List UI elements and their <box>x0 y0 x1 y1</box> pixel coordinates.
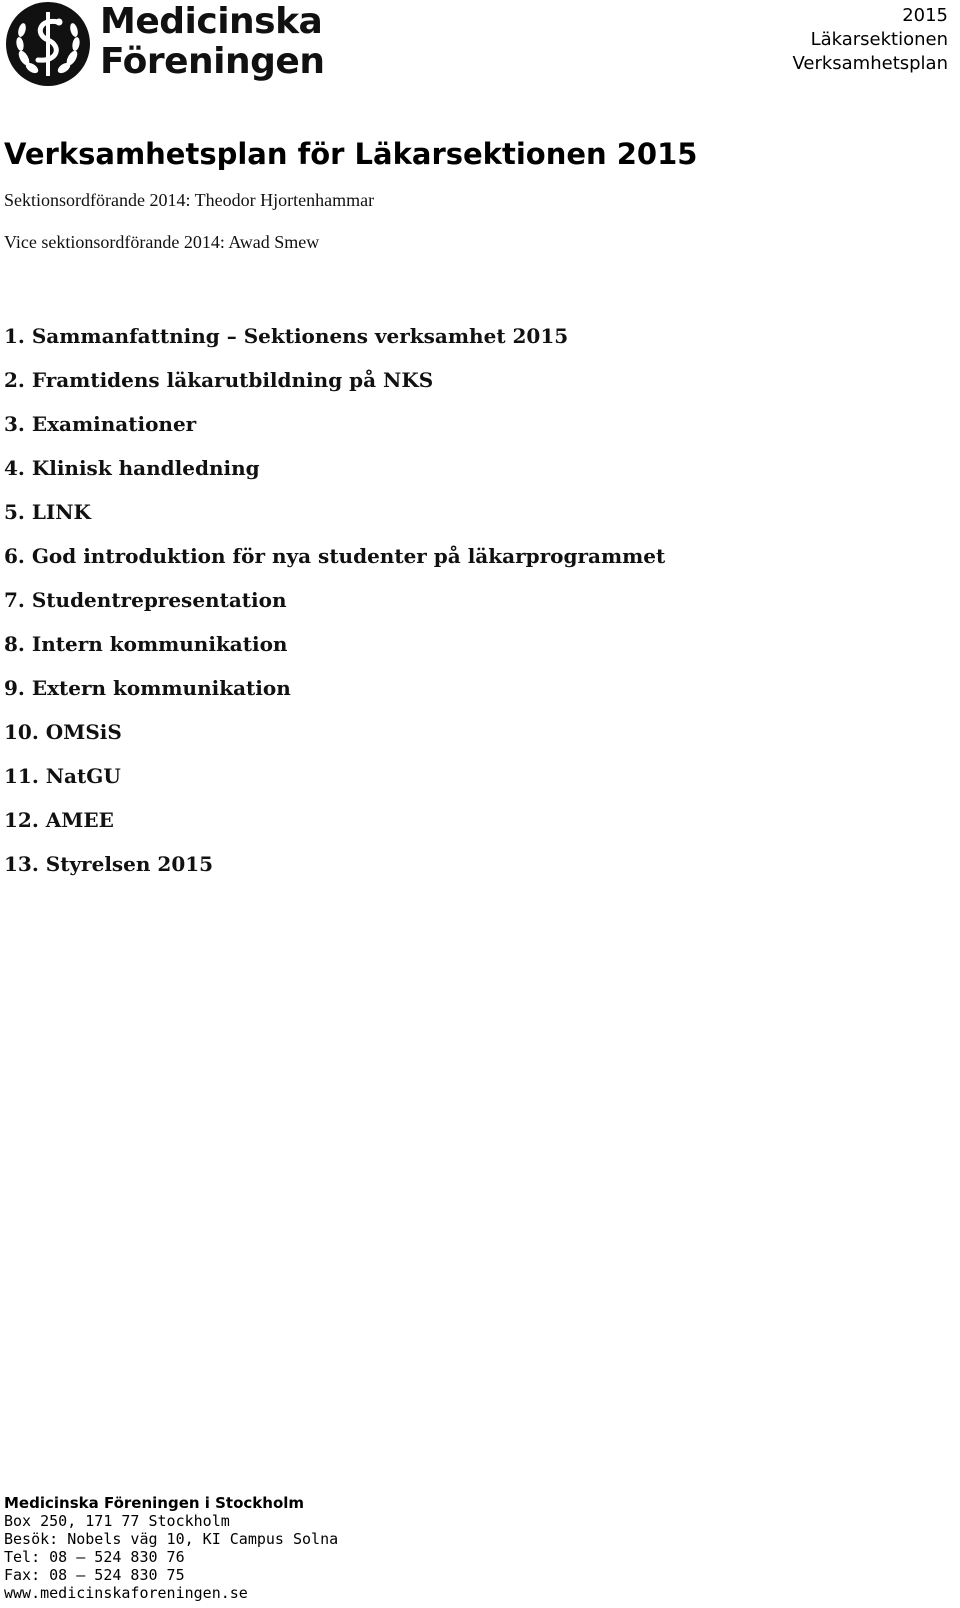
toc-item: 7. Studentrepresentation <box>4 588 287 612</box>
toc-item: 3. Examinationer <box>4 412 197 436</box>
toc-item: 12. AMEE <box>4 808 114 832</box>
page-title: Verksamhetsplan för Läkarsektionen 2015 <box>4 137 698 171</box>
toc-item: 10. OMSiS <box>4 720 122 744</box>
medical-caduceus-laurel-emblem-icon <box>4 0 92 88</box>
footer-organization: Medicinska Föreningen i Stockholm <box>4 1494 305 1512</box>
logo-line-1: Medicinska <box>100 1 323 42</box>
toc-item: 8. Intern kommunikation <box>4 632 288 656</box>
footer-postal-address: Box 250, 171 77 Stockholm <box>4 1512 230 1530</box>
toc-item: 6. God introduktion för nya studenter på läkarprogrammet <box>4 544 666 568</box>
table-of-contents <box>4 314 665 886</box>
header-doc-type: Verksamhetsplan <box>792 53 948 74</box>
header-document-info <box>792 4 948 76</box>
logo-line-2: Föreningen <box>100 41 325 82</box>
toc-item: 4. Klinisk handledning <box>4 456 260 480</box>
toc-item: 13. Styrelsen 2015 <box>4 852 214 876</box>
footer-contact <box>4 1494 338 1602</box>
footer-phone: Tel: 08 – 524 830 76 <box>4 1548 185 1566</box>
toc-item: 11. NatGU <box>4 764 121 788</box>
footer-fax: Fax: 08 – 524 830 75 <box>4 1566 185 1584</box>
footer-visit-address: Besök: Nobels väg 10, KI Campus Solna <box>4 1530 339 1548</box>
toc-item: 9. Extern kommunikation <box>4 676 291 700</box>
logo-wordmark <box>100 2 324 82</box>
footer-website-link[interactable]: www.medicinskaforeningen.se <box>4 1584 248 1602</box>
toc-item: 1. Sammanfattning – Sektionens verksamhet 2015 <box>4 324 569 348</box>
header-section: Läkarsektionen <box>810 29 948 50</box>
vice-chair-line: Vice sektionsordförande 2014: Awad Smew <box>4 232 320 252</box>
toc-item: 5. LINK <box>4 500 91 524</box>
toc-item: 2. Framtidens läkarutbildning på NKS <box>4 368 434 392</box>
header-year: 2015 <box>902 5 948 26</box>
chair-line: Sektionsordförande 2014: Theodor Hjortenhammar <box>4 190 375 210</box>
organization-logo <box>4 0 325 90</box>
